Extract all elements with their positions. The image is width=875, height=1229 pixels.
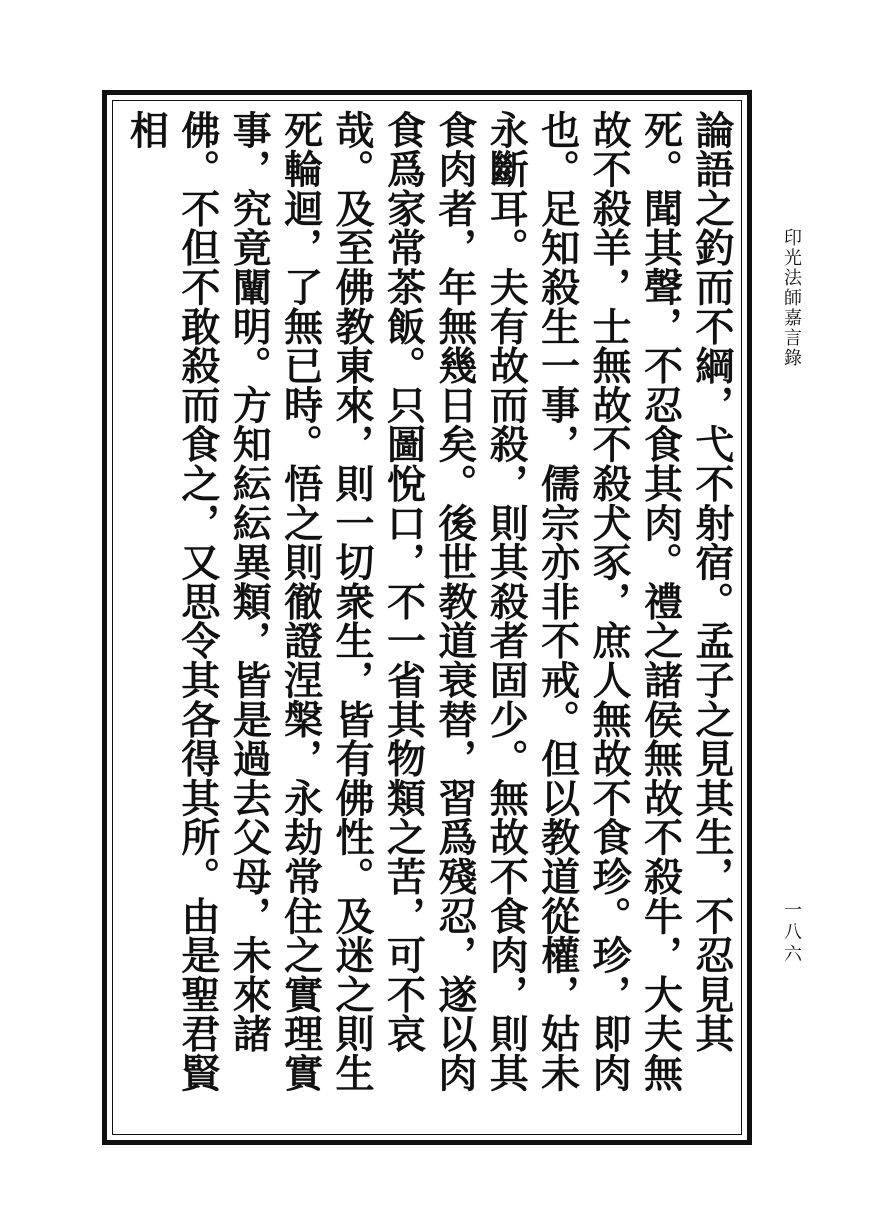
page-number: 一八六 bbox=[781, 900, 802, 966]
running-title: 印光法師嘉言錄 bbox=[781, 228, 802, 368]
main-text-area bbox=[120, 110, 735, 1130]
body-text: 論語之釣而不綱，弋不射宿。孟子之見其生，不忍見其死。聞其聲，不忍食其肉。禮之諸侯無故不殺牛，大夫無故不殺羊，士無故不殺犬豕，庶人無故不食珍。珍，即肉也。足知殺生一事，儒宗亦非不戒。但以教道從權，姑未永斷耳。夫有故而殺，則其殺者固少。無故不食肉，則其食肉者，年無幾日矣。後世教道衰替，習爲殘忍，遂以肉食爲家常茶飯。只圖悅口，不一省其物類之苦，可不哀哉。及至佛教東來，則一切衆生，皆有佛性。及迷之則生死輪迴，了無已時。悟之則徹證涅槃，永劫常住之實理實事，究竟闡明。方知紜紜異類，皆是過去父母，未來諸佛。不但不敢殺而食之，又思令其各得其所。由是聖君賢相 bbox=[123, 110, 735, 1093]
